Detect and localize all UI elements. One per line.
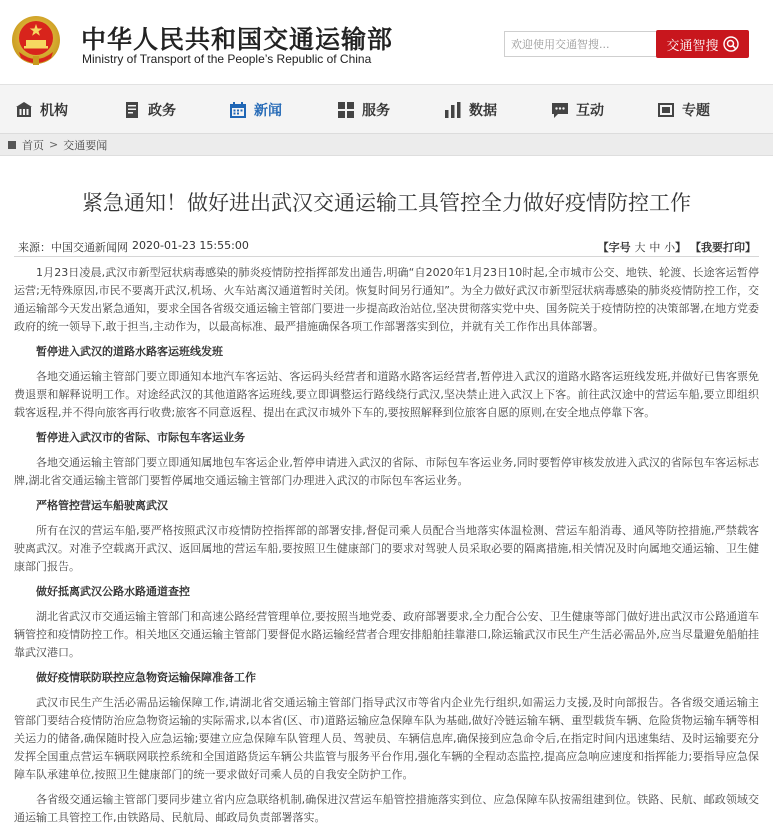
section-heading: 做好疫情联防联控应急物资运输保障准备工作 [36, 671, 256, 684]
font-size-medium-button[interactable]: 中 [649, 241, 661, 254]
nav-item-label: 互动 [576, 103, 604, 119]
nav-item-label: 政务 [148, 103, 176, 119]
nav-item-label: 机构 [40, 103, 68, 119]
article-paragraph: 各省级交通运输主管部门要同步建立省内应急联络机制,确保进汉营运车船管控措施落实到位、应急保障车队按需组建到位。铁路、民航、邮政领域交通运输工具管控工作,由铁路局、民航局、邮政局负责部署落实。 [14, 793, 759, 824]
font-size-suffix: 】 [675, 241, 687, 254]
nav-item-interaction[interactable] [550, 85, 604, 135]
document-icon [122, 100, 142, 120]
breadcrumb-home-link[interactable]: 首页 [22, 138, 44, 152]
article-paragraph: 湖北省武汉市交通运输主管部门和高速公路经营管理单位,要按照当地党委、政府部署要求,全力配合公安、卫生健康等部门做好进出武汉市公路通道车辆管控和疫情防控工作。相关地区交通运输主管部门要督促水路运输经营者合理安排船舶挂靠港口,除运输武汉市民生产生活必需品外,应当尽量避免船舶挂靠武汉港口。 [14, 610, 759, 659]
nav-item-label: 服务 [362, 103, 390, 119]
search-input[interactable] [504, 31, 656, 57]
national-emblem-icon[interactable] [11, 14, 61, 68]
font-size-large-button[interactable]: 大 [634, 241, 646, 254]
section-heading: 暂停进入武汉市的省际、市际包车客运业务 [36, 431, 245, 444]
chat-icon [550, 100, 570, 120]
building-icon [14, 100, 34, 120]
nav-item-data[interactable] [443, 85, 497, 135]
breadcrumb-current-link[interactable]: 交通要闻 [63, 138, 108, 152]
nav-item-label: 数据 [469, 103, 497, 119]
article-paragraph: 所有在汉的营运车船,要严格按照武汉市疫情防控指挥部的部署安排,督促司乘人员配合当地落实体温检测、营运车船消毒、通风等防控措施,严禁载客驶离武汉。对准予空载离开武汉、返回属地的营运车船,要按照卫生健康部门的要求对驾驶人员采取必要的隔离措施,相关情况及时向属地交通运输、卫生健康部门报告。 [14, 524, 759, 573]
nav-item-label: 专题 [682, 103, 710, 119]
article-title: 紧急通知！做好进出武汉交通运输工具管控全力做好疫情防控工作 [82, 191, 691, 215]
nav-item-news[interactable] [228, 85, 282, 135]
calendar-icon [228, 100, 248, 120]
search-button[interactable] [656, 30, 749, 58]
article-date: 2020-01-23 15:55:00 [132, 239, 249, 252]
section-heading: 做好抵离武汉公路水路通道查控 [36, 585, 190, 598]
nav-item-government-affairs[interactable] [122, 85, 176, 135]
article-paragraph: 各地交通运输主管部门要立即通知本地汽车客运站、客运码头经营者和道路水路客运经营者,暂停进入武汉的道路水路客运班线发班,并做好已售客票免费退票和解释说明工作。对途经武汉的其他道路客运班线,要立即调整运行路线绕行武汉,坚决禁止进入武汉上下客。前往武汉途中的营运车船,要立即组织载客返程,并不得向旅客再行收费;旅客不同意返程、提出在武汉市城外下车的,要按照解释到位旅客自愿的原则,在安全地点停靠下客。 [14, 370, 759, 419]
breadcrumb [0, 134, 773, 156]
nav-item-institutions[interactable] [14, 85, 68, 135]
nav-item-topics[interactable] [656, 85, 710, 135]
article-paragraph: 武汉市民生产生活必需品运输保障工作,请湖北省交通运输主管部门指导武汉市等省内企业先行组织,如需运力支援,及时向部报告。各省级交通运输主管部门要结合疫情防治应急物资运输的实际需求,以本省(区、市)道路运输应急保障车队为基础,做好冷链运输车辆、重型载货车辆、危险货物运输车辆等相关运力的储备,确保随时投入应急运输;要建立应急保障车队管理人员、驾驶员、车辆信息库,确保接到应急命令后,在指定时间内迅速集结、及时运输要充分发挥全国重点营运车辆联网联控系统和全国道路货运车辆公共监管与服务平台作用,强化车辆的全程动态监控,提高应急响应速度和指挥能力;要指导应急保障车队承建单位,按照卫生健康部门的统一要求做好司乘人员的自我安全防护工作。 [14, 696, 759, 781]
section-heading: 暂停进入武汉的道路水路客运班线发班 [36, 345, 223, 358]
article-meta [18, 239, 756, 255]
font-size-prefix: 【字号 [597, 241, 635, 254]
nav-item-label: 新闻 [254, 103, 282, 119]
article-tools [598, 239, 756, 255]
layers-icon [656, 100, 676, 120]
article-source: 来源：中国交通新闻网 [18, 241, 128, 254]
nav-item-services[interactable] [336, 85, 390, 135]
breadcrumb-separator: > [49, 138, 59, 151]
article-paragraph: 各地交通运输主管部门要立即通知属地包车客运企业,暂停申请进入武汉的省际、市际包车客运业务,同时要暂停审核发放进入武汉的省际包车客运标志牌,湖北省交通运输主管部门要暂停属地交通运输主管部门办理进入武汉的市际包车客运业务。 [14, 456, 759, 487]
article-body [14, 264, 759, 834]
bar-chart-icon [443, 100, 463, 120]
grid-icon [336, 100, 356, 120]
site-title-english[interactable]: Ministry of Transport of the People’s Republic of China [82, 52, 372, 66]
site-title[interactable]: 中华人民共和国交通运输部 [81, 25, 394, 54]
search-button-label: 交通智搜 [666, 38, 719, 54]
search-icon [723, 36, 739, 52]
title-divider [14, 256, 759, 257]
print-button[interactable]: 【我要打印】 [690, 241, 756, 254]
font-size-small-button[interactable]: 小 [664, 241, 676, 254]
main-nav [0, 84, 773, 134]
article-paragraph: 1月23日凌晨,武汉市新型冠状病毒感染的肺炎疫情防控指挥部发出通告,明确“自2020年1月23日10时起,全市城市公交、地铁、轮渡、长途客运暂停运营;无特殊原因,市民不要离开武汉,机场、火车站离汉通道暂时关闭。恢复时间另行通知”。为全力做好武汉市新型冠状病毒感染的肺炎疫情防控工作，交通运输部今天发出紧急通知，要求全国各省级交通运输主管部门要进一步提高政治站位,坚决贯彻落实党中央、国务院关于疫情防控的决策部署,在地方党委政府的统一领导下,敢于担当,主动作为，以最高标准、最严措施确保各项工作部署落实到位，并就有关工作作出具体部署。 [14, 266, 759, 333]
section-heading: 严格管控营运车船驶离武汉 [36, 499, 168, 512]
square-bullet-icon [8, 141, 16, 149]
site-header [0, 0, 773, 84]
